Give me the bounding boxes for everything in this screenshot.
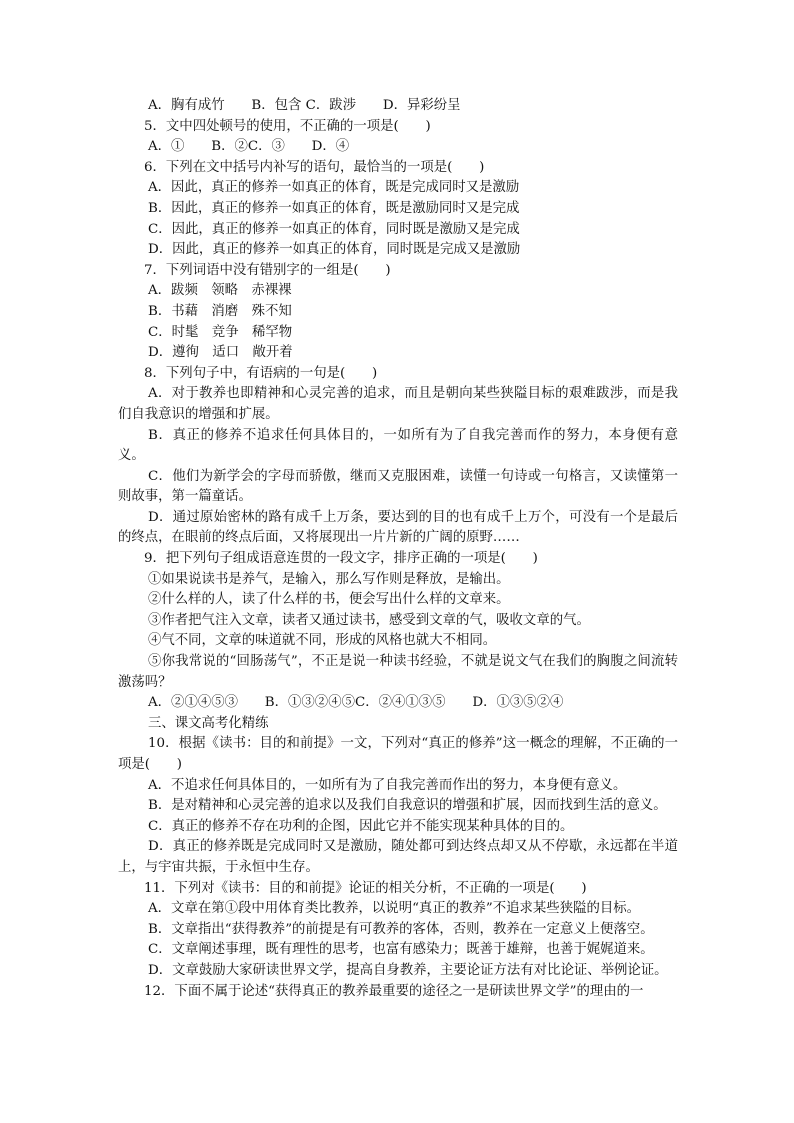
q11-option-a: A．文章在第①段中用体育类比教养，以说明“真正的教养”不追求某些狭隘的目标。 (148, 901, 641, 917)
q10-option-b: B．是对精神和心灵完善的追求以及我们自我意识的增强和扩展，因而找到生活的意义。 (148, 798, 667, 814)
document-page (118, 96, 678, 1002)
q6-option-a: A．因此，真正的修养一如真正的体育，既是完成同时又是激励 (148, 180, 520, 196)
q10-option-a: A．不追求任何具体目的，一如所有为了自我完善而作出的努力，本身便有意义。 (148, 777, 627, 793)
q8-option-a: A．对于教养也即精神和心灵完善的追求，而且是朝向某些狭隘目标的艰难跋涉，而是我们自我意识的增强和扩展。 (118, 386, 678, 422)
q6-stem: 6．下列在文中括号内补写的语句，最恰当的一项是( ) (144, 159, 485, 175)
q7-option-d: D．遵徇 适口 敞开着 (148, 345, 293, 361)
q9-sentence-4: ④气不同，文章的味道就不同，形成的风格也就大不相同。 (148, 633, 497, 649)
q8-option-b: B．真正的修养不追求任何具体目的，一如所有为了自我完善而作的努力，本身便有意义。 (118, 427, 678, 464)
q4-options: A．胸有成竹 B．包含 C．跋涉 D．异彩纷呈 (148, 98, 461, 113)
q9-sentence-2: ②什么样的人，读了什么样的书，便会写出什么样的文章来。 (148, 592, 510, 608)
q12-stem: 12．下面不属于论述“获得真正的教养最重要的途径之一是研读世界文学”的理由的一 (144, 983, 644, 999)
q11-stem: 11．下列对《读书：目的和前提》论证的相关分析，不正确的一项是( ) (144, 880, 587, 896)
q9-options: A．②①④⑤③ B．①③②④⑤C．②④①③⑤ D．①③⑤②④ (148, 695, 564, 711)
q11-option-c: C．文章阐述事理，既有理性的思考，也富有感染力；既善于雄辩，也善于娓娓道来。 (148, 942, 654, 958)
q10-option-c: C．真正的修养不存在功利的企图，因此它并不能实现某种具体的目的。 (148, 818, 574, 834)
q6-option-d: D．因此，真正的修养一如真正的体育，同时既是完成又是激励 (148, 242, 521, 258)
q9-stem: 9．把下列句子组成语意连贯的一段文字，排序正确的一项是( ) (144, 551, 538, 567)
q5-stem: 5．文中四处顿号的使用，不正确的一项是( ) (144, 118, 431, 134)
section-heading: 三、课文高考化精练 (148, 715, 269, 731)
q7-option-b: B．书藉 消磨 殊不知 (148, 303, 292, 319)
q7-stem: 7．下列词语中没有错别字的一组是( ) (144, 262, 391, 278)
q9-sentence-5: ⑤你我常说的“回肠荡气”，不正是说一种读书经验，不就是说文气在我们的胸腹之间流转激荡吗？ (118, 654, 678, 690)
q5-options: A．① B．②C．③ D．④ (148, 139, 350, 155)
q9-sentence-3: ③作者把气注入文章，读者又通过读书，感受到文章的气，吸收文章的气。 (148, 612, 590, 628)
q10-option-d: D．真正的修养既是完成同时又是激励，随处都可到达终点却又从不停歇，永远都在半道上，与宇宙共振，于永恒中生存。 (118, 839, 678, 875)
q11-option-b: B．文章指出“获得教养”的前提是有可教养的客体，否则，教养在一定意义上便落空。 (148, 921, 654, 937)
q8-option-c: C．他们为新学会的字母而骄傲，继而又克服困难，读懂一句诗或一句格言，又读懂第一则故事，第一篇童话。 (118, 468, 678, 505)
q11-option-d: D．文章鼓励大家研读世界文学，提高自身教养，主要论证方法有对比论证、举例论证。 (148, 962, 668, 978)
q10-stem: 10．根据《读书：目的和前提》一文，下列对“真正的修养”这一概念的理解，不正确的一项是( ) (118, 736, 678, 772)
q8-stem: 8．下列句子中，有语病的一句是( ) (144, 365, 378, 381)
q9-sentence-1: ①如果说读书是养气，是输入，那么写作则是释放，是输出。 (148, 571, 510, 587)
q7-option-a: A．跋频 领略 赤裸裸 (148, 283, 292, 299)
q6-option-b: B．因此，真正的修养一如真正的体育，既是激励同时又是完成 (148, 200, 520, 216)
q8-option-d: D．通过原始密林的路有成千上万条，要达到的目的也有成千上万个，可没有一个是最后的终点，在眼前的终点后面，又将展现出一片片新的广阔的原野…… (118, 509, 678, 546)
q6-option-c: C．因此，真正的修养一如真正的体育，同时既是激励又是完成 (148, 221, 520, 237)
q7-option-c: C．时髦 竞争 稀罕物 (148, 324, 293, 340)
